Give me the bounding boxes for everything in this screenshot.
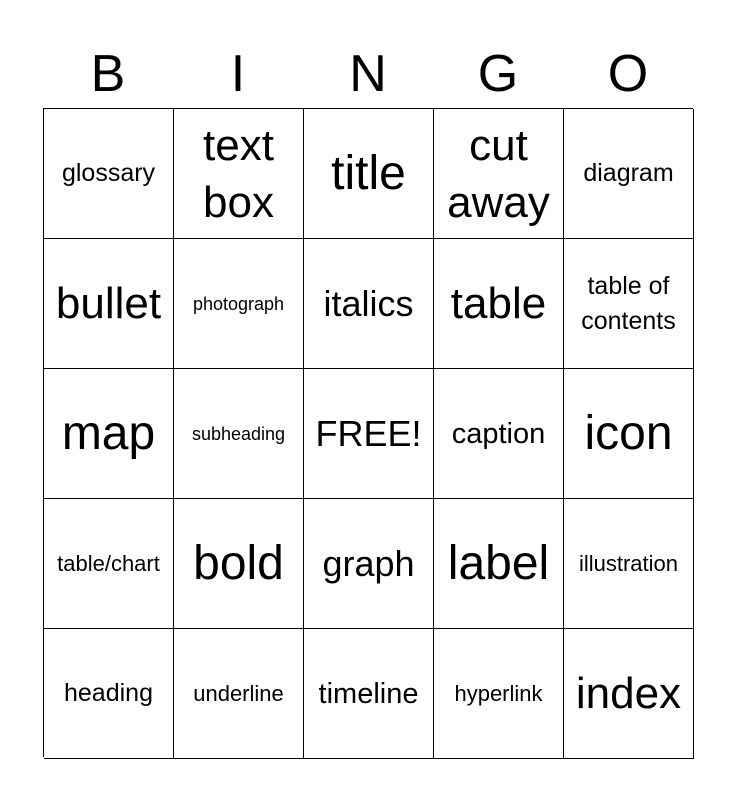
bingo-cell[interactable]: [564, 629, 694, 759]
bingo-cell[interactable]: [564, 109, 694, 239]
bingo-cell[interactable]: [174, 239, 304, 369]
bingo-cell[interactable]: [434, 239, 564, 369]
header-letter-n: N: [349, 45, 387, 103]
cell-text: illustration: [578, 550, 679, 576]
cell-text: text box: [203, 120, 274, 227]
free-space-cell[interactable]: [304, 369, 434, 499]
bingo-cell[interactable]: [304, 239, 434, 369]
cell-text: icon: [584, 407, 673, 460]
bingo-cell[interactable]: [44, 239, 174, 369]
cell-text: caption: [451, 417, 546, 450]
cell-text: graph: [322, 542, 415, 584]
bingo-cell[interactable]: [564, 369, 694, 499]
cell-text: cut away: [447, 120, 550, 227]
header-letter-o: O: [607, 45, 649, 103]
bingo-cell[interactable]: [174, 499, 304, 629]
cell-text: FREE!: [315, 412, 422, 454]
bingo-cell[interactable]: [304, 109, 434, 239]
cell-text: label: [447, 537, 550, 590]
bingo-cell[interactable]: [44, 109, 174, 239]
cell-text: glossary: [61, 159, 156, 187]
cell-text: table of contents: [581, 271, 676, 335]
bingo-cell[interactable]: [434, 109, 564, 239]
bingo-cell[interactable]: [434, 369, 564, 499]
cell-text: hyperlink: [454, 680, 543, 706]
bingo-cell[interactable]: [44, 499, 174, 629]
bingo-cell[interactable]: [304, 629, 434, 759]
cell-text: photograph: [192, 293, 285, 314]
cell-text: bold: [193, 537, 284, 590]
cell-text: bullet: [55, 279, 162, 328]
cell-text: heading: [64, 679, 153, 707]
bingo-card: [43, 108, 693, 757]
bingo-cell[interactable]: [174, 369, 304, 499]
cell-text: timeline: [318, 677, 419, 710]
bingo-cell[interactable]: [304, 499, 434, 629]
cell-text: italics: [323, 282, 414, 324]
cell-text: subheading: [191, 423, 286, 444]
bingo-cell[interactable]: [174, 109, 304, 239]
bingo-cell[interactable]: [174, 629, 304, 759]
header-letter-g: G: [477, 45, 519, 103]
cell-text: table/chart: [57, 550, 160, 576]
bingo-cell[interactable]: [564, 499, 694, 629]
bingo-cell[interactable]: [434, 629, 564, 759]
cell-text: table: [450, 279, 547, 328]
header-letter-i: I: [230, 45, 246, 103]
cell-text: title: [331, 147, 406, 200]
bingo-header: [43, 40, 693, 108]
bingo-cell[interactable]: [44, 629, 174, 759]
bingo-cell[interactable]: [44, 369, 174, 499]
bingo-cell[interactable]: [434, 499, 564, 629]
bingo-cell[interactable]: [564, 239, 694, 369]
cell-text: diagram: [583, 159, 674, 187]
cell-text: map: [61, 407, 156, 460]
cell-text: underline: [193, 680, 284, 706]
cell-text: index: [575, 669, 682, 718]
header-letter-b: B: [90, 45, 126, 103]
